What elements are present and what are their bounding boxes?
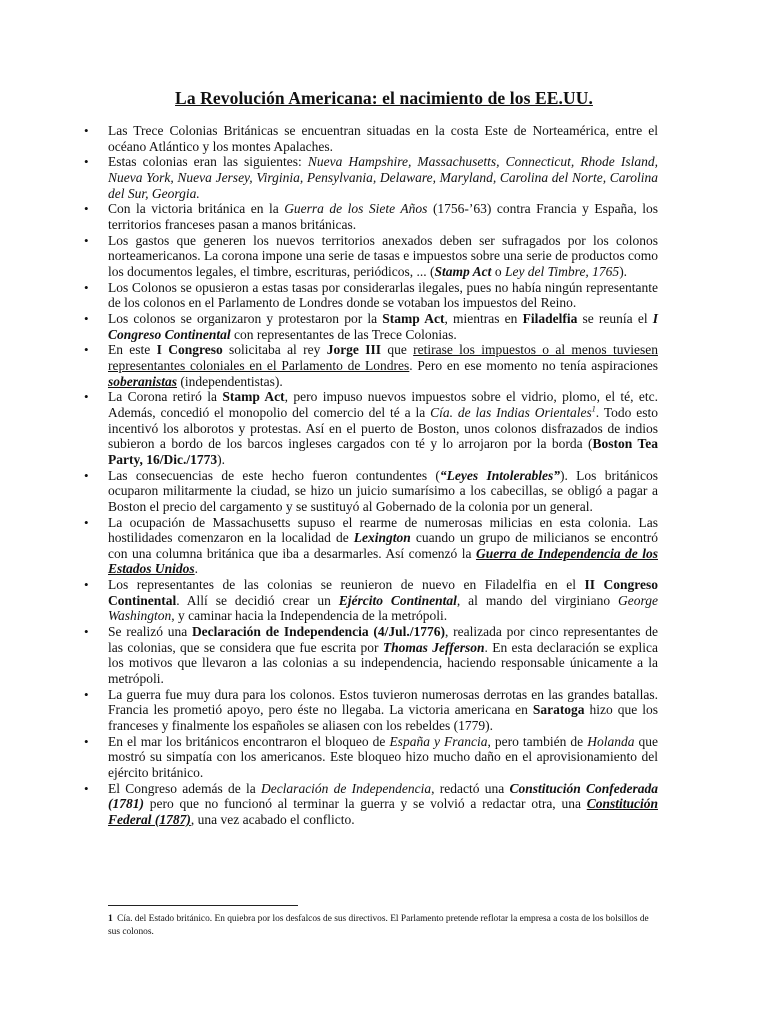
text-run: Ley del Timbre, 1765: [504, 263, 620, 279]
text-run: Constitución Confederada (1781): [108, 780, 659, 812]
text-run: solicitaba al rey: [222, 342, 327, 358]
bullet-marker: •: [84, 686, 89, 702]
list-item: [84, 389, 658, 467]
list-item: [84, 154, 658, 201]
text-run: Stamp Act: [222, 389, 285, 405]
text-run: Stamp Act: [382, 311, 445, 327]
footnote-separator: [108, 905, 298, 906]
text-run: Con la victoria británica en la: [108, 201, 285, 217]
text-run: I Congreso: [156, 342, 223, 358]
text-run: Declaración de Independencia: [260, 780, 432, 796]
text-run: Filadelfia: [522, 311, 578, 327]
text-run: Boston Tea Party, 16/Dic./1773: [108, 436, 658, 467]
text-run: Nueva Hampshire, Massachusetts, Connecticut, Rhode Island, Nueva York, Nueva Jersey, Virginia, Pensylvania, Delaware, Maryland, Carolina del Norte, Carolina del Sur, Georgia.: [108, 154, 658, 201]
text-run: con representantes de las Trece Colonias.: [230, 326, 457, 342]
text-run: que: [381, 342, 414, 358]
page-title: La Revolución Americana: el nacimiento de los EE.UU.: [175, 88, 593, 108]
text-run: II Congreso Continental: [108, 577, 658, 608]
text-run: soberanistas: [108, 373, 178, 389]
text-run: Thomas Jefferson: [382, 639, 485, 655]
text-run: Cía. de las Indias Orientales: [430, 405, 592, 420]
text-run: La ocupación de Massachusetts supuso el rearme de numerosas milicias en esta colonia. Las hostilidades comenzaron en la localidad de: [108, 514, 658, 546]
text-run: , mientras en: [444, 311, 523, 327]
text-run: Estas colonias eran las siguientes:: [108, 154, 308, 170]
text-run: El Congreso además de la: [108, 780, 261, 796]
text-run: cuando un grupo de milicianos se encontró con una columna británica que iba a desarmarles. Así comenzó la: [108, 530, 658, 561]
list-item: [84, 733, 658, 781]
bullet-marker: •: [84, 577, 89, 593]
list-item: [84, 342, 658, 389]
text-run: Los Colonos se opusieron a estas tasas por considerarlas ilegales, pues no había ningún representante de los colonos en el Parlamento de Londres donde se votaban los impuestos del Reino.: [108, 279, 658, 311]
text-run: , una vez acabado el conflicto.: [190, 811, 355, 827]
text-run: I Congreso Continental: [108, 311, 659, 342]
text-run: , pero impuso nuevos impuestos sobre el vidrio, plomo, el té, etc. Además, concedió el monopolio del comercio del té a la: [108, 389, 658, 420]
list-item: [84, 577, 658, 624]
text-run: , al mando del virginiano: [456, 592, 618, 608]
bullet-marker: •: [84, 311, 89, 327]
text-run: (1756-’63) contra Francia y España, los territorios franceses pasan a manos británicas.: [108, 201, 658, 232]
bullet-marker: •: [84, 232, 89, 248]
text-run: . Pero en ese momento no tenía aspiraciones: [409, 358, 658, 374]
list-item: [84, 467, 658, 515]
text-run: La Corona retiró la: [108, 389, 223, 405]
text-run: Los gastos que generen los nuevos territorios anexados deben ser sufragados por los colonos norteamericanos. La corona impone una serie de tasas e impuestos sobre una serie de productos como los documentos legales, el timbre, escrituras, periódicos, ... (: [108, 232, 658, 279]
text-run: En el mar los británicos encontraron el bloqueo de: [108, 733, 390, 749]
footnote-text: Cía. del Estado británico. En quiebra por los desfalcos de sus directivos. El Parlamento pretende reflotar la empresa a costa de los bolsillos de sus colonos.: [108, 914, 649, 937]
text-run: retirase los impuestos o al menos tuviesen representantes coloniales en el Parlamento de Londres: [108, 342, 658, 374]
text-run: Saratoga: [532, 702, 585, 718]
list-item: [84, 514, 658, 577]
bullet-marker: •: [84, 201, 89, 217]
text-run: hizo que los franceses y finalmente los españoles se aliasen con los rebeldes (1779).: [108, 702, 658, 733]
list-item: [84, 624, 658, 686]
footnote-number: 1: [108, 914, 113, 924]
text-run: “Leyes Intolerables”: [439, 467, 560, 483]
text-run: Declaración de Independencia (4/Jul./1776): [191, 624, 446, 640]
text-run: Holanda: [587, 733, 635, 749]
list-item: [84, 123, 658, 154]
bullet-marker: •: [84, 279, 89, 295]
text-run: España y Francia: [389, 733, 488, 749]
text-run: Lexington: [353, 530, 411, 546]
text-run: o: [491, 263, 505, 279]
list-item: [84, 311, 659, 342]
text-run: Las consecuencias de este hecho fueron contundentes (: [108, 467, 440, 483]
text-run: Los colonos se organizaron y protestaron por la: [108, 311, 383, 327]
list-item: [84, 686, 658, 734]
bullet-marker: •: [84, 389, 89, 405]
text-run: Se realizó una: [108, 624, 192, 640]
text-run: se reunía el: [577, 311, 653, 327]
text-run: Las Trece Colonias Británicas se encuentran situadas en la costa Este de Norteamérica, entre el océano Atlántico y los montes Apalaches.: [108, 123, 658, 154]
bullet-marker: •: [84, 780, 89, 796]
text-run: Guerra de los Siete Años: [284, 201, 428, 217]
text-run: Guerra de Independencia de los Estados Unidos: [108, 545, 658, 577]
text-run: , redactó una: [431, 780, 510, 796]
bullet-marker: •: [84, 733, 89, 749]
bullet-marker: •: [84, 123, 89, 138]
text-run: Jorge III: [326, 342, 381, 358]
bullet-marker: •: [84, 467, 89, 483]
text-run: que mostró su simpatía con los americanos. Este bloqueo hizo mucho daño en el aprovisionamiento del ejército británico.: [108, 733, 658, 780]
text-run: Constitución Federal (1787): [108, 796, 658, 827]
list-item: [84, 780, 659, 828]
text-run: En este: [108, 342, 157, 358]
text-run: . Allí se decidió crear un: [176, 592, 339, 608]
text-run: , y caminar hacia la Independencia de la metrópoli.: [171, 608, 448, 624]
text-run: ). Los británicos ocuparon militarmente la ciudad, se hizo un juicio sumarísimo a los cabecillas, se obligó a pagar a Boston el precio del cargamento y se sustituyó al Gobernado de la colonia por un general.: [108, 467, 658, 514]
text-run: Ejército Continental: [338, 592, 457, 608]
bullet-marker: •: [84, 624, 89, 640]
bullet-marker: •: [84, 154, 89, 170]
footnote-reference: 1: [591, 404, 596, 414]
text-run: ).: [619, 263, 628, 279]
text-run: Los representantes de las colonias se reunieron de nuevo en Filadelfia en el: [108, 577, 585, 593]
list-item: [84, 232, 658, 280]
bullet-marker: •: [84, 514, 89, 530]
text-run: Stamp Act: [434, 263, 492, 279]
text-run: (independentistas).: [177, 373, 283, 389]
text-run: .: [194, 561, 199, 577]
bullet-marker: •: [84, 342, 89, 358]
list-item: [84, 201, 658, 232]
text-run: La guerra fue muy dura para los colonos. Estos tuvieron numerosas derrotas en las grandes batallas. Francia les prometió apoyo, pero éste no llegaba. La victoria americana en: [108, 686, 658, 718]
text-run: . Todo esto incentivó los alborotos y protestas. Así en el puerto de Boston, unos colonos disfrazados de indios subieron a bordo de los barcos ingleses cargados con té y lo arrojaron por la borda (: [108, 405, 658, 452]
text-run: George Washington: [108, 592, 658, 624]
text-run: pero que no funcionó al terminar la guerra y se volvió a redactar otra, una: [144, 796, 587, 812]
bullet-list: [84, 123, 659, 828]
list-item: [84, 279, 658, 311]
footnote: [108, 913, 660, 939]
text-run: . En esta declaración se explica los motivos que llevaron a las colonias a su independencia, haciendo responsable únicamente a la metrópoli.: [108, 639, 658, 686]
text-run: ).: [217, 451, 225, 467]
text-run: , realizada por cinco representantes de las colonias, que se considera que fue escrita por: [108, 624, 658, 655]
text-run: , pero también de: [487, 733, 588, 749]
